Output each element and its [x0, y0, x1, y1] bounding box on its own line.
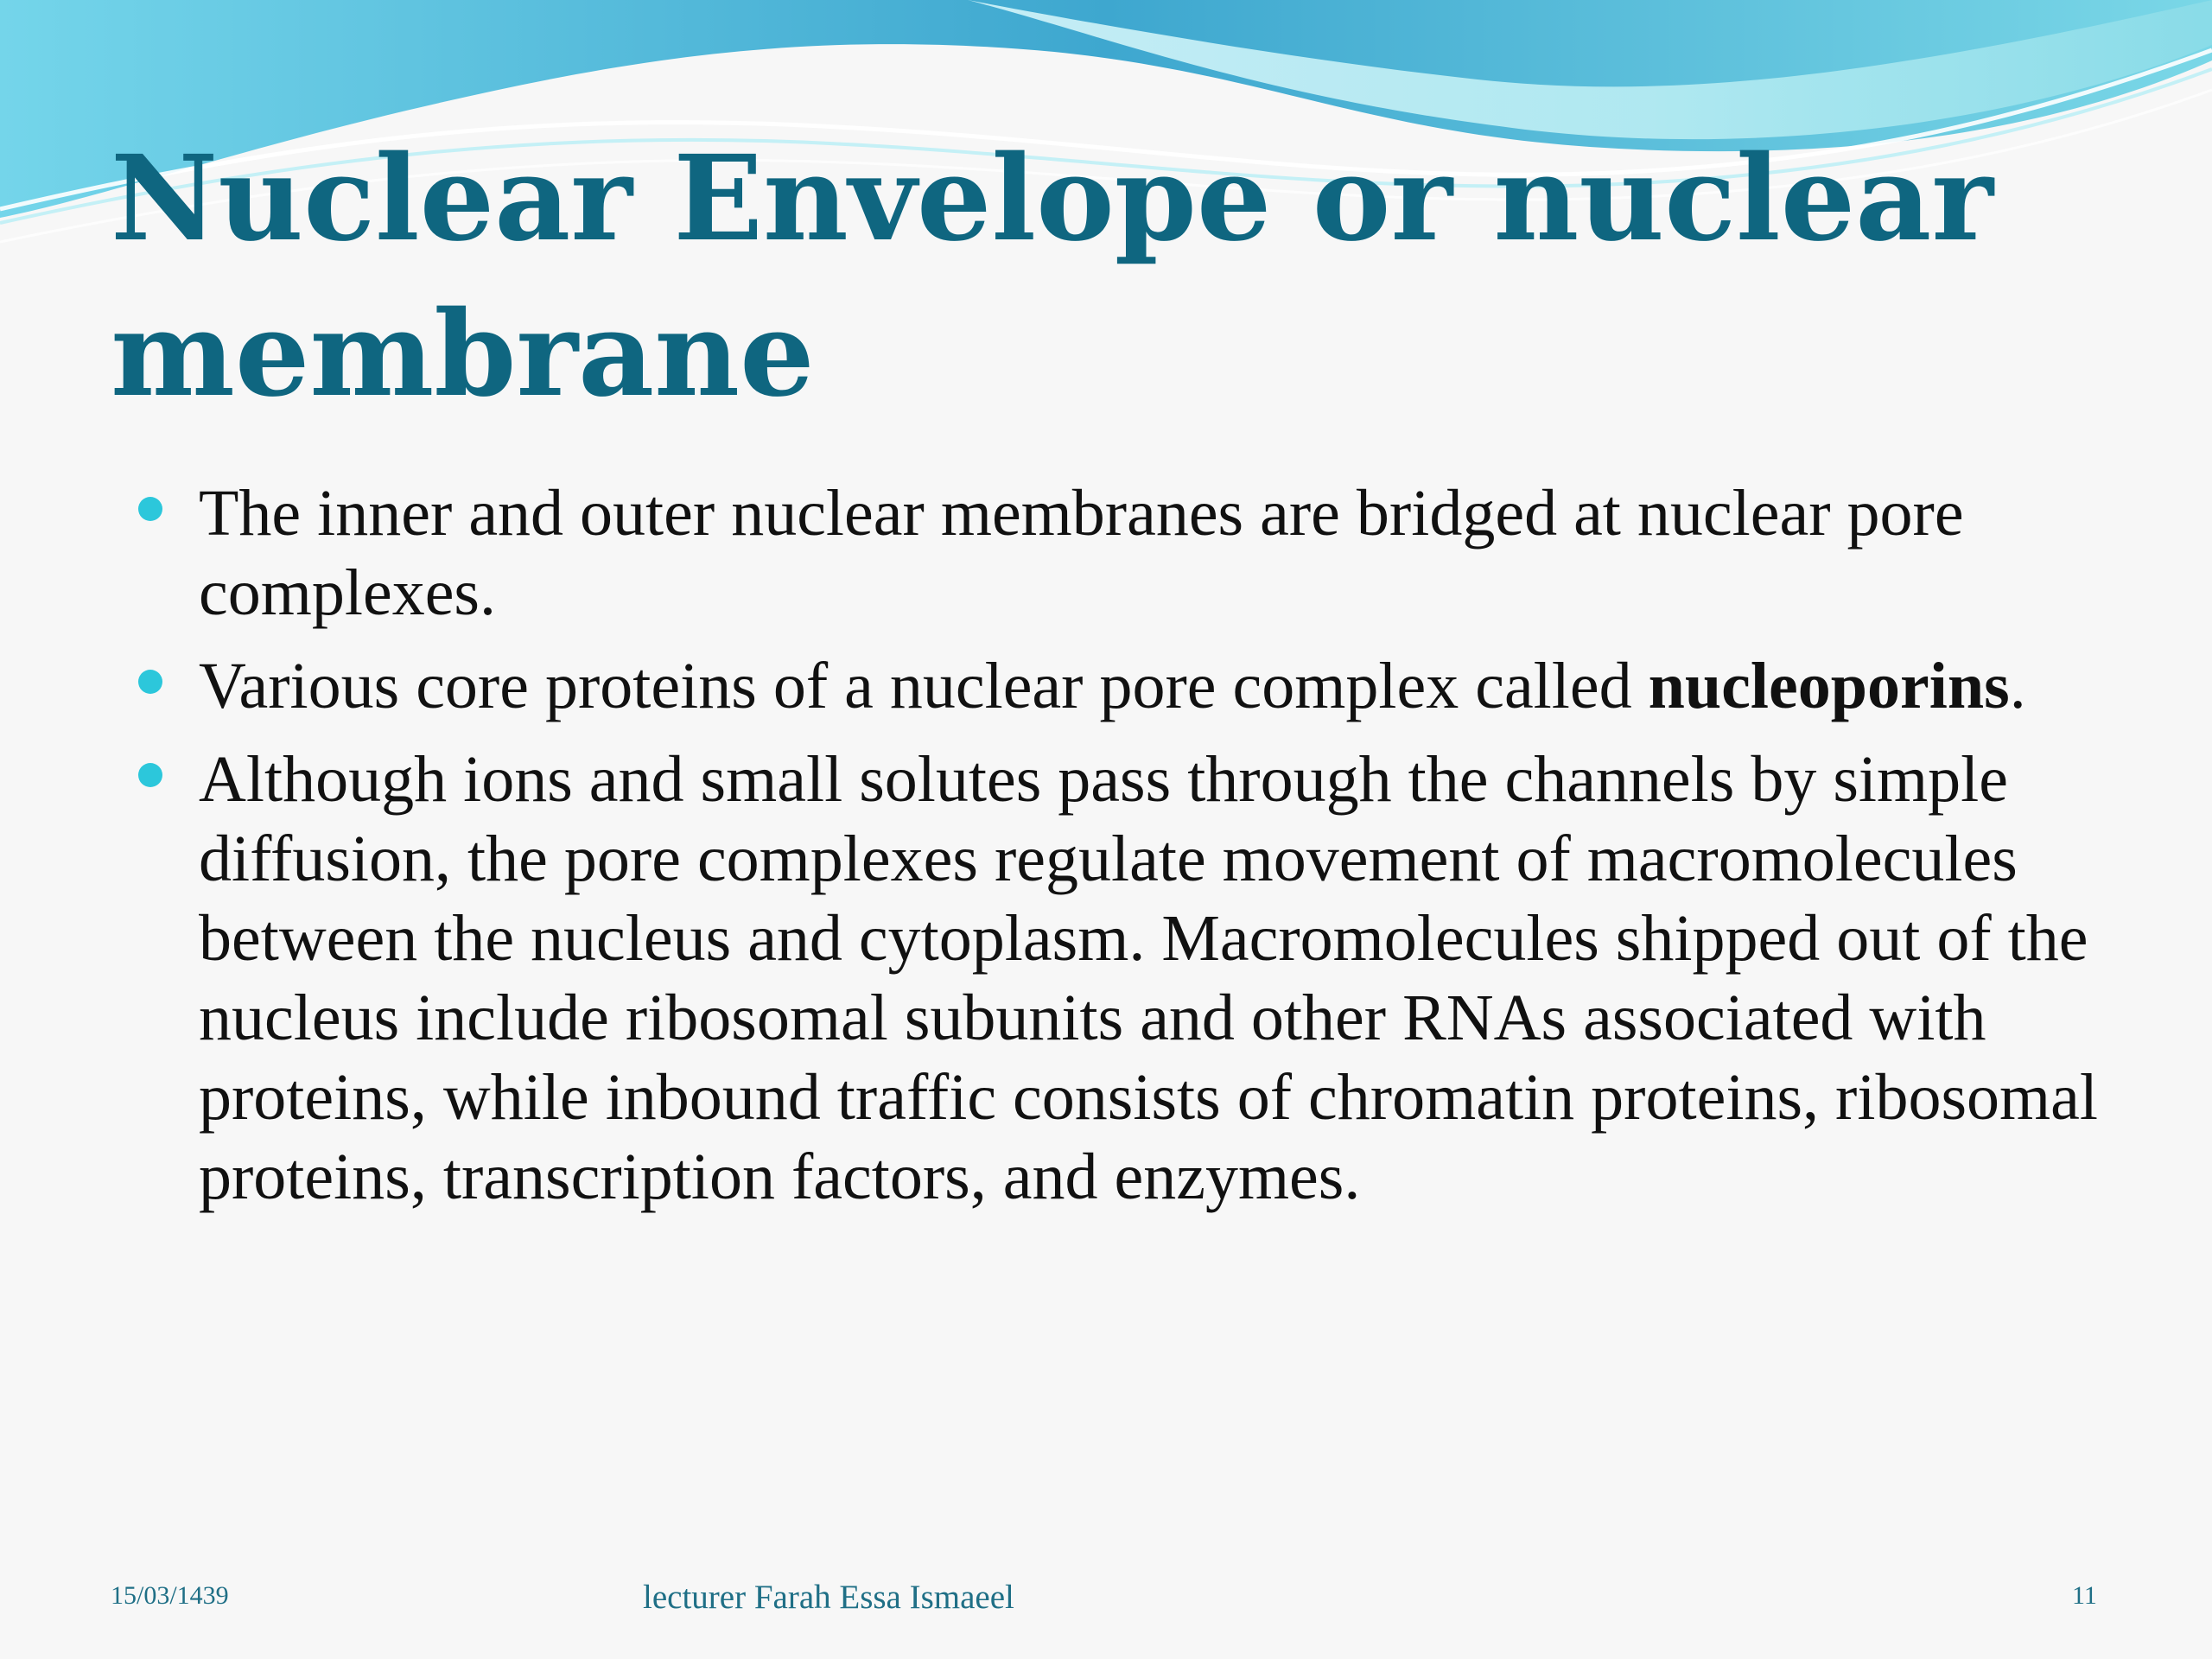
nucleoporins-emphasis: nucleoporins — [1648, 650, 2010, 722]
bullet-text: The inner and outer nuclear membranes are bridged at nuclear pore complexes. — [199, 477, 1964, 629]
bullet-dot-icon — [138, 497, 162, 521]
footer-author: lecturer Farah Essa Ismaeel — [643, 1579, 1014, 1616]
footer-date: 15/03/1439 — [111, 1581, 229, 1610]
bullet-item-nuclear-pore-complexes — [138, 474, 2126, 632]
bullet-list — [138, 474, 2126, 1230]
bullet-dot-icon — [138, 670, 162, 694]
bullet-item-nucleoporins — [138, 646, 2126, 726]
bullet-text — [199, 646, 2108, 726]
bullet-dot-icon — [138, 763, 162, 787]
bullet-text-suffix: . — [2009, 650, 2026, 722]
bullet-item-macromolecule-transport — [138, 740, 2126, 1217]
slide-title: Nuclear Envelope or nuclear membrane — [111, 130, 1993, 423]
slide-number: 11 — [2072, 1581, 2097, 1610]
bullet-text-prefix: Various core proteins of a nuclear pore complex called — [199, 650, 1649, 722]
bullet-text: Although ions and small solutes pass through the channels by simple diffusion, the pore complexes regulate movement of macromolecules between the nucleus and cytoplasm. Macromolecules shipped out of the nucleus include ribosomal subunits and other RNAs associated with proteins, while inbound traffic consists of chromatin proteins, ribosomal proteins, transcription factors, and enzymes. — [199, 743, 2098, 1213]
